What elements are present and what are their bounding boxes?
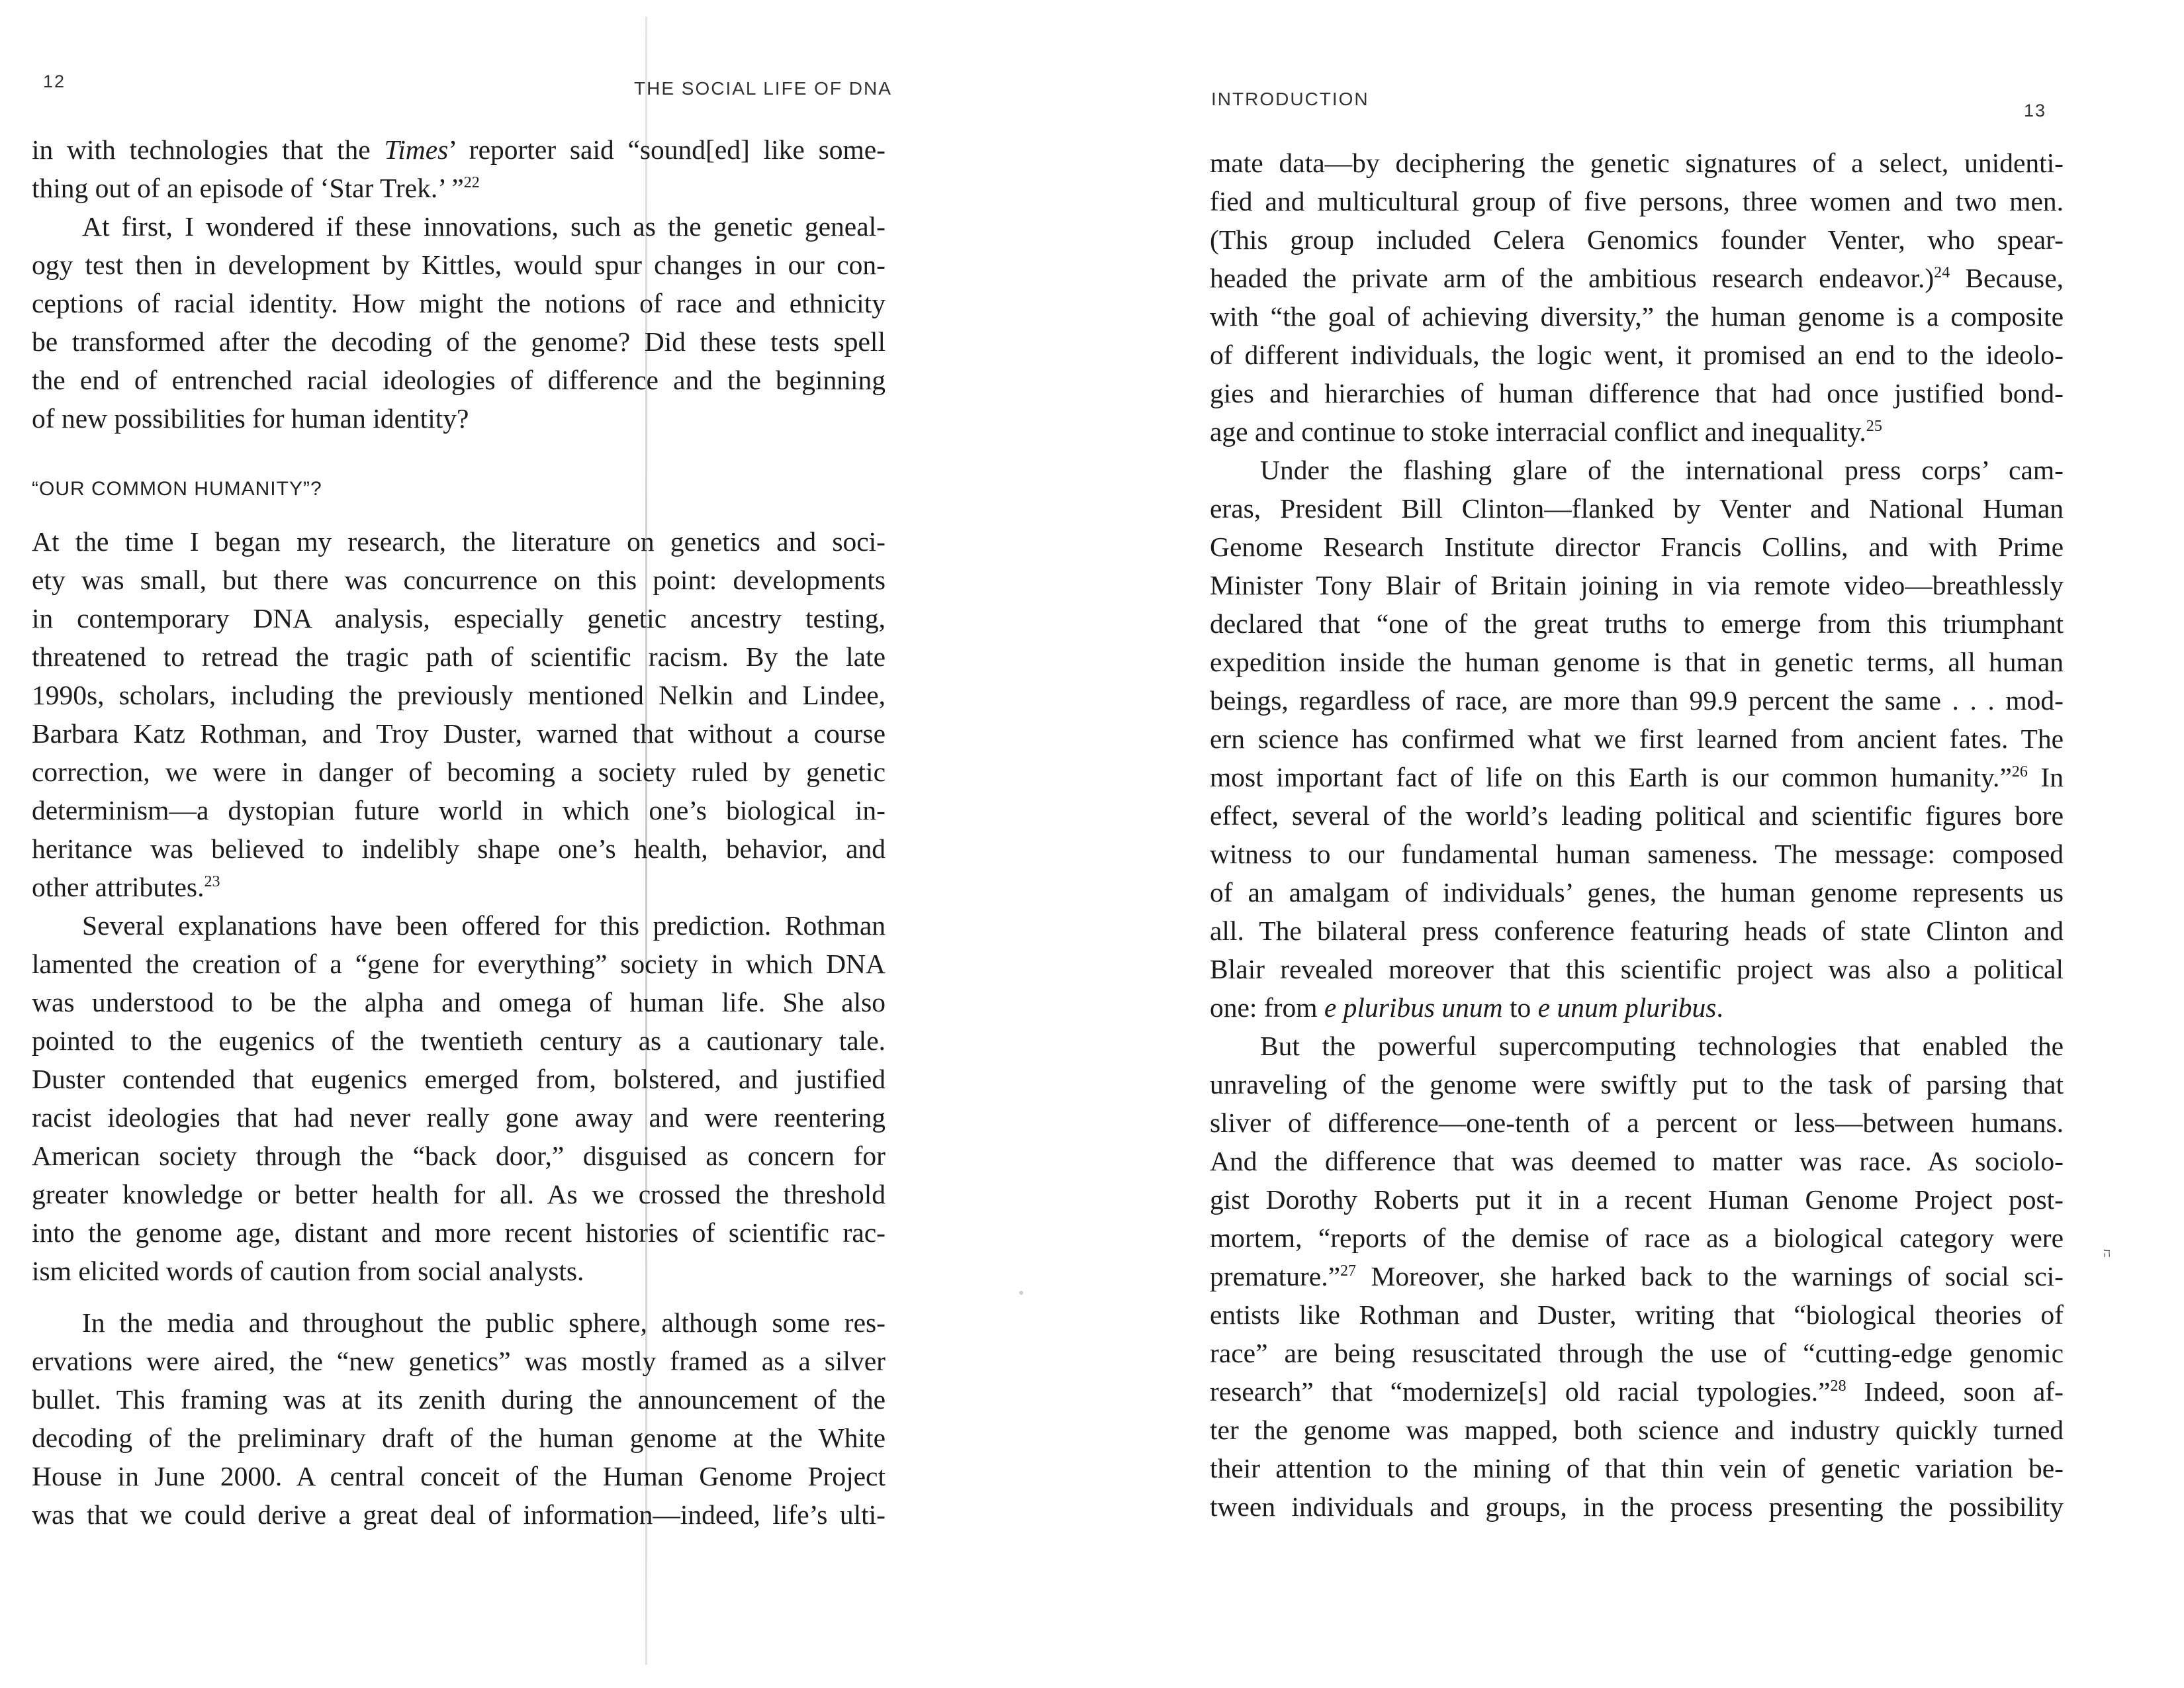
text-line: But the powerful supercomputing technologies that enabled the — [1260, 1031, 2064, 1061]
text-line: into the genome age, distant and more recent histories of scientific rac- — [32, 1217, 886, 1248]
text-line: ter the genome was mapped, both science and industry quickly turned — [1210, 1415, 2064, 1445]
text-line: gies and hierarchies of human difference that had once justified bond- — [1210, 378, 2064, 408]
text-line: Barbara Katz Rothman, and Troy Duster, warned that without a course — [32, 718, 886, 749]
footnote-ref: 22 — [463, 174, 480, 192]
text-line: was understood to be the alpha and omega of human life. She also — [32, 987, 886, 1017]
text-line: Genome Research Institute director Francis Collins, and with Prime — [1210, 532, 2064, 562]
text-line: Minister Tony Blair of Britain joining in via remote video—breathlessly — [1210, 570, 2064, 600]
text-line: lamented the creation of a “gene for everything” society in which DNA — [32, 949, 886, 979]
text-line: beings, regardless of race, are more than 99.9 percent the same . . . mod- — [1210, 685, 2064, 716]
text-line: 1990s, scholars, including the previously mentioned Nelkin and Lindee, — [32, 680, 886, 710]
footnote-ref: 28 — [1830, 1378, 1846, 1395]
footnote-ref: 25 — [1866, 418, 1882, 436]
text-line: Blair revealed moreover that this scientific project was also a political — [1210, 954, 2064, 984]
text-line: effect, several of the world’s leading political and scientific figures bore — [1210, 800, 2064, 831]
text-line: ern science has confirmed what we first learned from ancient fates. The — [1210, 724, 2064, 754]
text-line: witness to our fundamental human sameness. The message: composed — [1210, 839, 2064, 869]
text-line: in contemporary DNA analysis, especially genetic ancestry testing, — [32, 603, 886, 633]
footnote-ref: 27 — [1340, 1262, 1357, 1280]
text-line: fied and multicultural group of five persons, three women and two men. — [1210, 186, 2064, 216]
text-line: ceptions of racial identity. How might the notions of race and ethnicity — [32, 288, 886, 318]
text-line: In the media and throughout the public sphere, although some res- — [82, 1307, 886, 1338]
text-line: determinism—a dystopian future world in which one’s biological in- — [32, 795, 886, 825]
margin-mark: ה — [2103, 1246, 2111, 1260]
text-line: threatened to retread the tragic path of scientific racism. By the late — [32, 641, 886, 672]
text-line: their attention to the mining of that thin vein of genetic variation be- — [1210, 1453, 2064, 1483]
text-line: bullet. This framing was at its zenith during the announcement of the — [32, 1384, 886, 1415]
text-line: declared that “one of the great truths to emerge from this triumphant — [1210, 608, 2064, 639]
text-line: of an amalgam of individuals’ genes, the human genome represents us — [1210, 877, 2064, 908]
running-head: INTRODUCTION — [1211, 89, 1369, 109]
text-line: with “the goal of achieving diversity,” the human genome is a composite — [1210, 301, 2064, 332]
text-line: eras, President Bill Clinton—flanked by Venter and National Human — [1210, 493, 2064, 524]
text-line: Several explanations have been offered for this prediction. Rothman — [82, 910, 886, 941]
text-line: all. The bilateral press conference featuring heads of state Clinton and — [1210, 915, 2064, 946]
text-line: And the difference that was deemed to matter was race. As sociolo- — [1210, 1146, 2064, 1176]
text-line: be transformed after the decoding of the genome? Did these tests spell — [32, 326, 886, 357]
left-page — [0, 0, 927, 1688]
text-line: of different individuals, the logic went, it promised an end to the ideolo- — [1210, 340, 2064, 370]
footnote-ref: 26 — [2011, 763, 2028, 781]
text-line: expedition inside the human genome is that in genetic terms, all human — [1210, 647, 2064, 677]
text-line: race” are being resuscitated through the use of “cutting-edge genomic — [1210, 1338, 2064, 1368]
text-line: ety was small, but there was concurrence on this point: developments — [32, 565, 886, 595]
text-line: American society through the “back door,” disguised as concern for — [32, 1141, 886, 1171]
footnote-ref: 23 — [204, 873, 220, 891]
text-line: age and continue to stoke interracial conflict and inequality.$^{25}$ — [1210, 416, 1882, 447]
text-line: was that we could derive a great deal of information—indeed, life’s ulti- — [32, 1499, 886, 1530]
text-line: (This group included Celera Genomics founder Venter, who spear- — [1210, 224, 2064, 255]
text-line: Duster contended that eugenics emerged from, bolstered, and justified — [32, 1064, 886, 1094]
text-line: ervations were aired, the “new genetics” was mostly framed as a silver — [32, 1346, 886, 1376]
section-heading: “OUR COMMON HUMANITY”? — [32, 478, 322, 500]
page-number: 12 — [43, 71, 66, 91]
text-line: House in June 2000. A central conceit of the Human Genome Project — [32, 1461, 886, 1491]
right-page — [1178, 0, 2064, 1688]
text-line: racist ideologies that had never really gone away and were reentering — [32, 1102, 886, 1133]
text-line: of new possibilities for human identity? — [32, 403, 469, 434]
text-line: greater knowledge or better health for all. As we crossed the threshold — [32, 1179, 886, 1209]
text-line: heritance was believed to indelibly shape one’s health, behavior, and — [32, 833, 886, 864]
text-line: research” that “modernize[s] old racial typologies.”$^{28}$ Indeed, soon af- — [1210, 1376, 2064, 1407]
text-line: headed the private arm of the ambitious research endeavor.)$^{24}$ Because, — [1210, 263, 2064, 293]
text-line: one: from e pluribus unum to e unum pluribus. — [1210, 992, 1723, 1023]
text-line: At first, I wondered if these innovations, such as the genetic geneal- — [82, 211, 886, 242]
text-line: decoding of the preliminary draft of the human genome at the White — [32, 1423, 886, 1453]
text-line: correction, we were in danger of becoming a society ruled by genetic — [32, 757, 886, 787]
text-line: Under the flashing glare of the international press corps’ cam- — [1260, 455, 2064, 485]
text-line: At the time I began my research, the literature on genetics and soci- — [32, 526, 886, 557]
page-number: 13 — [2024, 101, 2047, 120]
text-line: premature.”$^{27}$ Moreover, she harked back to the warnings of social sci- — [1210, 1261, 2064, 1291]
text-line: gist Dorothy Roberts put it in a recent Human Genome Project post- — [1210, 1184, 2064, 1215]
text-line: the end of entrenched racial ideologies of difference and the beginning — [32, 365, 886, 395]
text-line: entists like Rothman and Duster, writing that “biological theories of — [1210, 1299, 2064, 1330]
text-line: tween individuals and groups, in the process presenting the possibility — [1210, 1491, 2064, 1522]
text-line: mate data—by deciphering the genetic signatures of a select, unidenti- — [1210, 148, 2064, 178]
text-line: unraveling of the genome were swiftly put to the task of parsing that — [1210, 1069, 2064, 1100]
text-line: in with technologies that the Times’ reporter said “sound[ed] like some- — [32, 134, 886, 165]
text-line: ogy test then in development by Kittles, would spur changes in our con- — [32, 250, 886, 280]
text-line: thing out of an episode of ‘Star Trek.’ ”$^{22}$ — [32, 173, 480, 203]
text-line: ism elicited words of caution from social analysts. — [32, 1256, 584, 1286]
text-line: most important fact of life on this Earth is our common humanity.”$^{26}$ In — [1210, 762, 2064, 792]
text-line: sliver of difference—one-tenth of a percent or less—between humans. — [1210, 1107, 2064, 1138]
text-line: other attributes.$^{23}$ — [32, 872, 220, 902]
footnote-ref: 24 — [1934, 264, 1950, 282]
running-head: THE SOCIAL LIFE OF DNA — [634, 78, 892, 99]
text-line: pointed to the eugenics of the twentieth century as a cautionary tale. — [32, 1025, 886, 1056]
page-smudge — [1019, 1291, 1023, 1295]
text-line: mortem, “reports of the demise of race as a biological category were — [1210, 1223, 2064, 1253]
